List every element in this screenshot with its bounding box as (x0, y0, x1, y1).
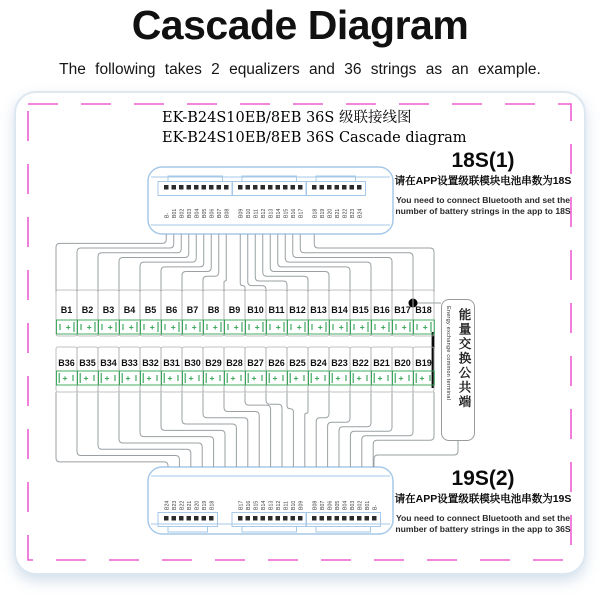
svg-text:+: + (188, 373, 194, 384)
svg-text:+: + (317, 322, 323, 333)
pin-label: B05 (201, 208, 208, 218)
battery-string-label: B7 (186, 305, 199, 315)
svg-text:+: + (377, 373, 383, 384)
module2-instruction-zh: 请在APP设置级联模块电池串数为19S (394, 493, 572, 505)
pin-label: B17 (298, 208, 305, 218)
svg-text:+: + (149, 322, 155, 333)
module2-instruction-en: You need to connect Bluetooth and set the number of battery strings in the app to 36S (395, 513, 571, 534)
module1-label: 18S(1) (451, 149, 515, 172)
pin-label: B04 (194, 208, 201, 218)
pin-label: B15 (253, 500, 260, 510)
module2-label: 19S(2) (451, 467, 515, 490)
svg-text:+: + (422, 322, 428, 333)
svg-text:+: + (401, 322, 407, 333)
svg-text:+: + (254, 322, 260, 333)
pin-label: B01 (171, 208, 178, 218)
battery-string-label: B17 (394, 305, 411, 315)
pin-label: B24 (164, 500, 171, 510)
pin-label: B03 (186, 208, 193, 218)
svg-text:+: + (419, 373, 425, 384)
common-terminal-label-en: Energy exchange common terminal (445, 306, 451, 401)
diagram-heading-zh: EK-B24S10EB/8EB 36S 级联接线图 (162, 110, 412, 126)
pin-label: B02 (179, 208, 186, 218)
pin-label: B16 (290, 208, 297, 218)
svg-text:+: + (335, 373, 341, 384)
pin-label: B02 (357, 500, 364, 510)
pin-label: B23 (349, 208, 356, 218)
battery-string-label: B29 (205, 358, 222, 368)
common-terminal-box (441, 299, 475, 441)
pin-label: B11 (253, 209, 260, 218)
svg-text:+: + (293, 373, 299, 384)
svg-text:+: + (170, 322, 176, 333)
pin-label: B10 (245, 208, 252, 218)
pin-label: B03 (349, 500, 356, 510)
battery-string-label: B10 (247, 305, 264, 315)
pin-label: B14 (275, 208, 282, 218)
battery-string-label: B3 (102, 305, 115, 315)
pin-label: B13 (268, 208, 275, 218)
diagram-heading (162, 109, 467, 148)
pin-label: B20 (194, 500, 201, 510)
pin-label: B16 (245, 500, 252, 510)
svg-text:+: + (107, 322, 113, 333)
pin-label: B19 (201, 500, 208, 510)
battery-string-label: B14 (331, 305, 348, 315)
svg-text:+: + (314, 373, 320, 384)
battery-row-top (56, 290, 434, 336)
battery-string-label: B31 (163, 358, 180, 368)
pin-label: B04 (342, 500, 349, 510)
svg-text:+: + (86, 322, 92, 333)
battery-string-label: B32 (142, 358, 159, 368)
module1-note (388, 150, 578, 217)
svg-text:+: + (230, 373, 236, 384)
battery-string-label: B9 (228, 305, 241, 315)
pin-label: B21 (186, 500, 193, 510)
pin-label: B11 (283, 501, 290, 510)
pin-label: B- (164, 212, 171, 218)
pin-label: B01 (364, 500, 371, 510)
battery-string-label: B13 (310, 305, 327, 315)
battery-string-label: B28 (226, 358, 243, 368)
battery-string-label: B21 (373, 358, 390, 368)
pin-label: B21 (334, 208, 341, 218)
svg-text:+: + (125, 373, 131, 384)
svg-text:+: + (191, 322, 197, 333)
battery-string-label: B12 (289, 305, 306, 315)
battery-string-label: B22 (352, 358, 369, 368)
battery-string-label: B30 (184, 358, 201, 368)
pin-label: B18 (209, 500, 216, 510)
battery-string-label: B18 (415, 305, 432, 315)
pin-label: B22 (179, 500, 186, 510)
pin-label: B05 (334, 500, 341, 510)
svg-text:+: + (359, 322, 365, 333)
battery-string-label: B25 (289, 358, 306, 368)
battery-string-label: B11 (268, 305, 285, 315)
svg-text:+: + (62, 373, 68, 384)
pin-label: B06 (209, 208, 216, 218)
battery-string-label: B33 (121, 358, 138, 368)
pin-label: B13 (268, 500, 275, 510)
battery-string-label: B34 (100, 358, 117, 368)
pin-label: B23 (171, 500, 178, 510)
battery-string-label: B23 (331, 358, 348, 368)
pin-label: B15 (283, 208, 290, 218)
battery-string-label: B16 (373, 305, 390, 315)
svg-text:+: + (272, 373, 278, 384)
battery-string-label: B15 (352, 305, 369, 315)
pin-label: B24 (357, 208, 364, 218)
pin-label: B07 (319, 500, 326, 510)
pin-label: B22 (342, 208, 349, 218)
svg-text:+: + (128, 322, 134, 333)
top-equalizer-connector (148, 167, 393, 234)
pin-label: B09 (238, 208, 245, 218)
pin-label: B- (372, 504, 379, 510)
battery-string-label: B8 (207, 305, 220, 315)
battery-string-label: B6 (165, 305, 178, 315)
battery-string-label: B5 (144, 305, 157, 315)
battery-string-label: B36 (58, 358, 75, 368)
battery-string-label: B24 (310, 358, 327, 368)
pin-label: B12 (275, 500, 282, 510)
module1-instruction-en: You need to connect Bluetooth and set the number of battery strings in the app to 18S (395, 195, 571, 216)
svg-text:+: + (398, 373, 404, 384)
battery-string-label: B1 (60, 305, 73, 315)
battery-row-bottom (56, 347, 434, 392)
pin-label: B06 (327, 500, 334, 510)
diagram-heading-en: EK-B24S10EB/8EB 36S Cascade diagram (162, 129, 467, 146)
svg-text:+: + (209, 373, 215, 384)
page-subtitle: The following takes 2 equalizers and 36 strings as an example. (59, 61, 541, 78)
battery-string-label: B26 (268, 358, 285, 368)
module2-note (388, 468, 578, 535)
svg-text:+: + (167, 373, 173, 384)
pin-label: B08 (224, 208, 231, 218)
svg-text:+: + (380, 322, 386, 333)
svg-text:+: + (251, 373, 257, 384)
svg-text:+: + (356, 373, 362, 384)
svg-text:+: + (338, 322, 344, 333)
wires (56, 234, 458, 467)
svg-text:+: + (65, 322, 71, 333)
pin-label: B12 (260, 208, 267, 218)
pin-label: B10 (290, 500, 297, 510)
module1-instruction-zh: 请在APP设置级联模块电池串数为18S (394, 175, 572, 187)
battery-string-label: B27 (247, 358, 264, 368)
pin-label: B17 (238, 500, 245, 510)
svg-text:+: + (83, 373, 89, 384)
svg-text:+: + (104, 373, 110, 384)
svg-text:+: + (146, 373, 152, 384)
svg-text:+: + (296, 322, 302, 333)
battery-string-label: B19 (415, 358, 432, 368)
pin-label: B18 (312, 208, 319, 218)
battery-string-label: B4 (123, 305, 136, 315)
pin-label: B09 (298, 500, 305, 510)
common-terminal-label-zh: 能量交换公共端 (457, 308, 471, 410)
pin-label: B14 (260, 500, 267, 510)
svg-text:+: + (233, 322, 239, 333)
pin-label: B07 (216, 208, 223, 218)
battery-string-label: B2 (81, 305, 94, 315)
pin-label: B19 (319, 208, 326, 218)
pin-label: B20 (327, 208, 334, 218)
svg-text:+: + (212, 322, 218, 333)
svg-text:+: + (275, 322, 281, 333)
page-title: Cascade Diagram (131, 2, 469, 48)
battery-string-label: B35 (79, 358, 96, 368)
battery-string-label: B20 (394, 358, 411, 368)
bottom-equalizer-connector (148, 467, 393, 534)
pin-label: B08 (312, 500, 319, 510)
